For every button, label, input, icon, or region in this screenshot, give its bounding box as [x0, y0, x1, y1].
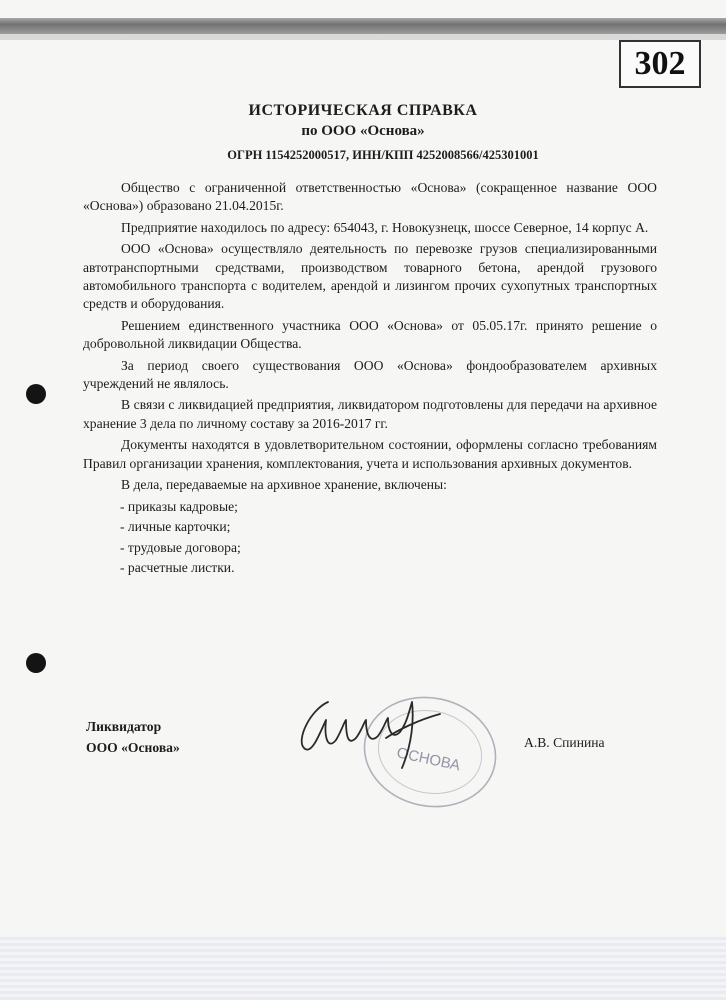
punch-hole — [26, 653, 46, 673]
signer-name: А.В. Спинина — [524, 735, 605, 750]
paragraph: Решением единственного участника ООО «Основа» от 05.05.17г. принято решение о добровольной ликвидации Общества. — [83, 317, 657, 352]
document-header — [0, 101, 726, 165]
paragraph: За период своего существования ООО «Основа» фондообразователем архивных учреждений не являлось. — [83, 357, 657, 392]
list-item: - приказы кадровые; — [120, 498, 238, 514]
paragraph: Предприятие находилось по адресу: 654043, г. Новокузнецк, шоссе Северное, 14 корпус А. — [121, 219, 649, 235]
signature-with-stamp — [290, 680, 510, 810]
document-body — [83, 179, 657, 580]
document-title: ИСТОРИЧЕСКАЯ СПРАВКА — [248, 102, 478, 119]
list-item: - трудовые договора; — [120, 539, 241, 555]
included-documents-list — [83, 498, 657, 578]
paragraph: В дела, передаваемые на архивное хранение, включены: — [121, 477, 447, 493]
signer-block — [86, 716, 180, 758]
registration-numbers: ОГРН 1154252000517, ИНН/КПП 4252008566/425301001 — [227, 148, 539, 162]
paragraph: Документы находятся в удовлетворительном состоянии, оформлены согласно требованиям Правил организации хранения, комплектования, учета и использования архивных документов. — [83, 437, 657, 471]
paragraph: Общество с ограниченной ответственностью «Основа» (сокращенное название ООО «Основа») образовано 21.04.2015г. — [83, 180, 657, 214]
punch-hole — [26, 384, 46, 404]
stamp-text: ОСНОВА — [395, 744, 462, 775]
company-stamp — [354, 685, 506, 810]
signer-organization: ООО «Основа» — [86, 740, 180, 755]
scan-bleed-through — [0, 935, 726, 1000]
scan-edge-light — [0, 34, 726, 40]
paragraph: ООО «Основа» осуществляло деятельность по перевозке грузов специализированными автотранспортными средствами, производством товарного бетона, арендой грузового автомобильного транспорта с водителем, арендой и лизингом прочих сухопутных транспортных средств и оборудования. — [83, 241, 657, 312]
document-subtitle: по ООО «Основа» — [301, 123, 425, 139]
scan-edge-dark — [0, 18, 726, 34]
paragraph: В связи с ликвидацией предприятия, ликвидатором подготовлены для передачи на архивное хранение 3 дела по личному составу за 2016-2017 гг. — [83, 397, 657, 431]
list-item: - личные карточки; — [120, 519, 231, 535]
page-number: 302 — [619, 40, 701, 88]
signer-role: Ликвидатор — [86, 719, 162, 734]
list-item: - расчетные листки. — [120, 560, 235, 576]
